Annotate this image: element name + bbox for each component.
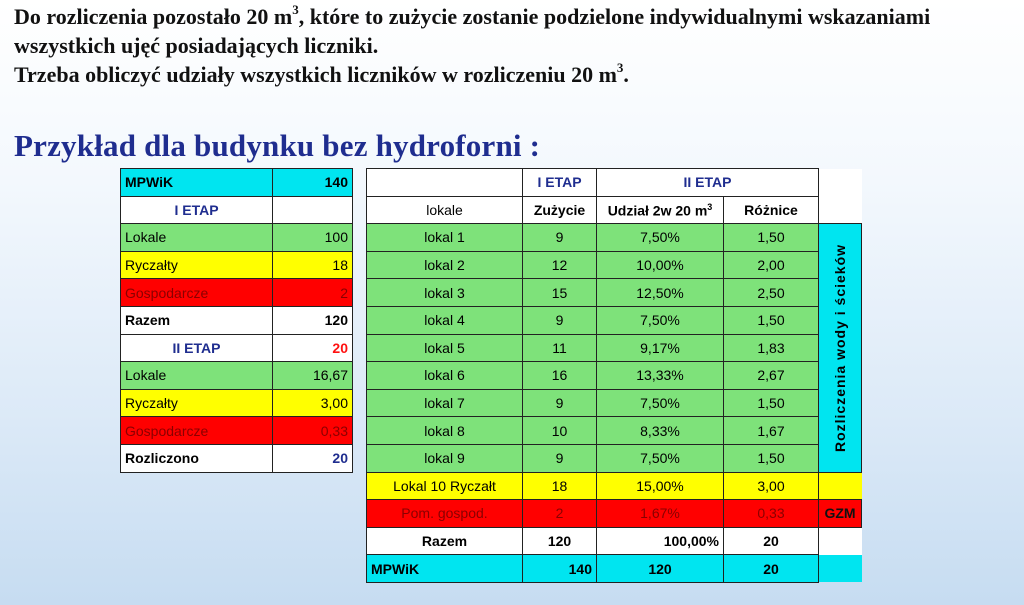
cell-roznice: 1,83 — [724, 334, 819, 362]
cell-zuzycie: 9 — [523, 389, 597, 417]
cell-udzial: 9,17% — [597, 334, 724, 362]
cell-roznice: 1,50 — [724, 389, 819, 417]
table-row — [121, 362, 353, 390]
cell-udzial: 7,50% — [597, 444, 724, 472]
row-value: 0,33 — [273, 417, 353, 445]
row-value: 16,67 — [273, 362, 353, 390]
table-row — [121, 224, 353, 252]
allocation-table — [366, 168, 862, 583]
table-row — [367, 444, 862, 472]
row-label: Gospodarcze — [121, 417, 273, 445]
row-label: I ETAP — [121, 196, 273, 224]
razem-row — [367, 527, 862, 555]
cell-roznice: 1,50 — [724, 224, 819, 252]
intro-line-1 — [14, 2, 1014, 31]
header-roznice: Różnice — [724, 196, 819, 224]
header-empty — [367, 169, 523, 197]
cell-name: lokal 3 — [367, 279, 523, 307]
table-row — [367, 251, 862, 279]
cell-name: lokal 1 — [367, 224, 523, 252]
intro-text — [14, 2, 1014, 89]
row-value: 120 — [273, 306, 353, 334]
header-lokale: lokale — [367, 196, 523, 224]
header-udzial — [597, 196, 724, 224]
intro-line-2: wszystkich ujęć posiadających liczniki. — [14, 33, 379, 58]
cell-name: lokal 8 — [367, 417, 523, 445]
cell-roznice: 1,67 — [724, 417, 819, 445]
intro-line-3-sup: 3 — [616, 59, 624, 75]
row-label: Razem — [121, 306, 273, 334]
table-row — [367, 472, 862, 500]
row-label: Ryczałty — [121, 251, 273, 279]
cell-name: Pom. gospod. — [367, 500, 523, 528]
row-value: 140 — [273, 169, 353, 197]
table-row — [121, 196, 353, 224]
table-row — [121, 334, 353, 362]
cell-roznice: 2,50 — [724, 279, 819, 307]
cell-udzial: 12,50% — [597, 279, 724, 307]
mpwik-udzial: 120 — [597, 555, 724, 583]
table-row — [121, 279, 353, 307]
razem-udzial: 100,00% — [597, 527, 724, 555]
spacer — [819, 196, 862, 224]
row-value: 20 — [273, 444, 353, 472]
cell-udzial: 7,50% — [597, 389, 724, 417]
intro-line-1a: Do rozliczenia pozostało 20 m — [14, 4, 293, 29]
cell-zuzycie: 11 — [523, 334, 597, 362]
table-row — [367, 279, 862, 307]
table-row — [121, 389, 353, 417]
cell-zuzycie: 9 — [523, 306, 597, 334]
cell-zuzycie: 18 — [523, 472, 597, 500]
cell-roznice: 0,33 — [724, 500, 819, 528]
mpwik-roznice: 20 — [724, 555, 819, 583]
table-row — [121, 417, 353, 445]
table-row — [367, 389, 862, 417]
cell-zuzycie: 15 — [523, 279, 597, 307]
row-value: 20 — [273, 334, 353, 362]
row-value: 2 — [273, 279, 353, 307]
header-etap-1: I ETAP — [523, 169, 597, 197]
table-row — [121, 169, 353, 197]
cell-zuzycie: 16 — [523, 362, 597, 390]
row-value: 100 — [273, 224, 353, 252]
razem-roznice: 20 — [724, 527, 819, 555]
row-label: II ETAP — [121, 334, 273, 362]
row-label: Gospodarcze — [121, 279, 273, 307]
cell-name: lokal 9 — [367, 444, 523, 472]
summary-table — [120, 168, 353, 473]
table-row — [367, 224, 862, 252]
table-row — [367, 334, 862, 362]
header-row-1 — [367, 169, 862, 197]
cell-udzial: 8,33% — [597, 417, 724, 445]
row-value: 3,00 — [273, 389, 353, 417]
cell-udzial: 7,50% — [597, 306, 724, 334]
cell-zuzycie: 12 — [523, 251, 597, 279]
cell-roznice: 1,50 — [724, 306, 819, 334]
cell-zuzycie: 9 — [523, 224, 597, 252]
row-label: Lokale — [121, 362, 273, 390]
example-heading: Przykład dla budynku bez hydroforni : — [14, 128, 541, 163]
table-row — [367, 362, 862, 390]
row-value: 18 — [273, 251, 353, 279]
header-zuzycie: Zużycie — [523, 196, 597, 224]
spacer — [819, 472, 862, 500]
header-udzial-text: Udział 2w 20 m — [607, 202, 708, 219]
row-label: Rozliczono — [121, 444, 273, 472]
cell-roznice: 2,00 — [724, 251, 819, 279]
spacer — [819, 555, 862, 583]
row-value — [273, 196, 353, 224]
cell-name: Lokal 10 Ryczałt — [367, 472, 523, 500]
gzm-label: GZM — [819, 500, 862, 528]
razem-label: Razem — [367, 527, 523, 555]
table-row — [367, 417, 862, 445]
razem-zuzycie: 120 — [523, 527, 597, 555]
cell-zuzycie: 9 — [523, 444, 597, 472]
row-label: Lokale — [121, 224, 273, 252]
table-row — [367, 500, 862, 528]
cell-name: lokal 6 — [367, 362, 523, 390]
table-row — [121, 444, 353, 472]
mpwik-label: MPWiK — [367, 555, 523, 583]
spacer — [819, 527, 862, 555]
cell-roznice: 3,00 — [724, 472, 819, 500]
row-label: Ryczałty — [121, 389, 273, 417]
header-row-2 — [367, 196, 862, 224]
vertical-label-cell — [819, 224, 862, 472]
table-row — [121, 306, 353, 334]
cell-name: lokal 4 — [367, 306, 523, 334]
header-etap-2: II ETAP — [597, 169, 819, 197]
cell-udzial: 13,33% — [597, 362, 724, 390]
intro-line-1-sup: 3 — [292, 1, 299, 17]
table-row — [367, 306, 862, 334]
table-row — [121, 251, 353, 279]
cell-zuzycie: 10 — [523, 417, 597, 445]
cell-name: lokal 5 — [367, 334, 523, 362]
spacer — [819, 169, 862, 197]
cell-udzial: 7,50% — [597, 224, 724, 252]
intro-line-3 — [14, 60, 1014, 89]
cell-udzial: 1,67% — [597, 500, 724, 528]
cell-roznice: 2,67 — [724, 362, 819, 390]
row-label: MPWiK — [121, 169, 273, 197]
cell-name: lokal 7 — [367, 389, 523, 417]
cell-zuzycie: 2 — [523, 500, 597, 528]
cell-udzial: 10,00% — [597, 251, 724, 279]
header-udzial-sup: 3 — [707, 201, 713, 212]
mpwik-row — [367, 555, 862, 583]
cell-udzial: 15,00% — [597, 472, 724, 500]
vertical-label: Rozliczenia wody i ścieków — [832, 243, 848, 452]
cell-roznice: 1,50 — [724, 444, 819, 472]
intro-line-1b: , które to zużycie zostanie podzielone indywidualnymi wskazaniami — [298, 4, 931, 29]
intro-line-3a: Trzeba obliczyć udziały wszystkich liczników w rozliczeniu 20 m — [14, 62, 617, 87]
mpwik-zuzycie: 140 — [523, 555, 597, 583]
intro-line-3b: . — [623, 62, 629, 87]
cell-name: lokal 2 — [367, 251, 523, 279]
